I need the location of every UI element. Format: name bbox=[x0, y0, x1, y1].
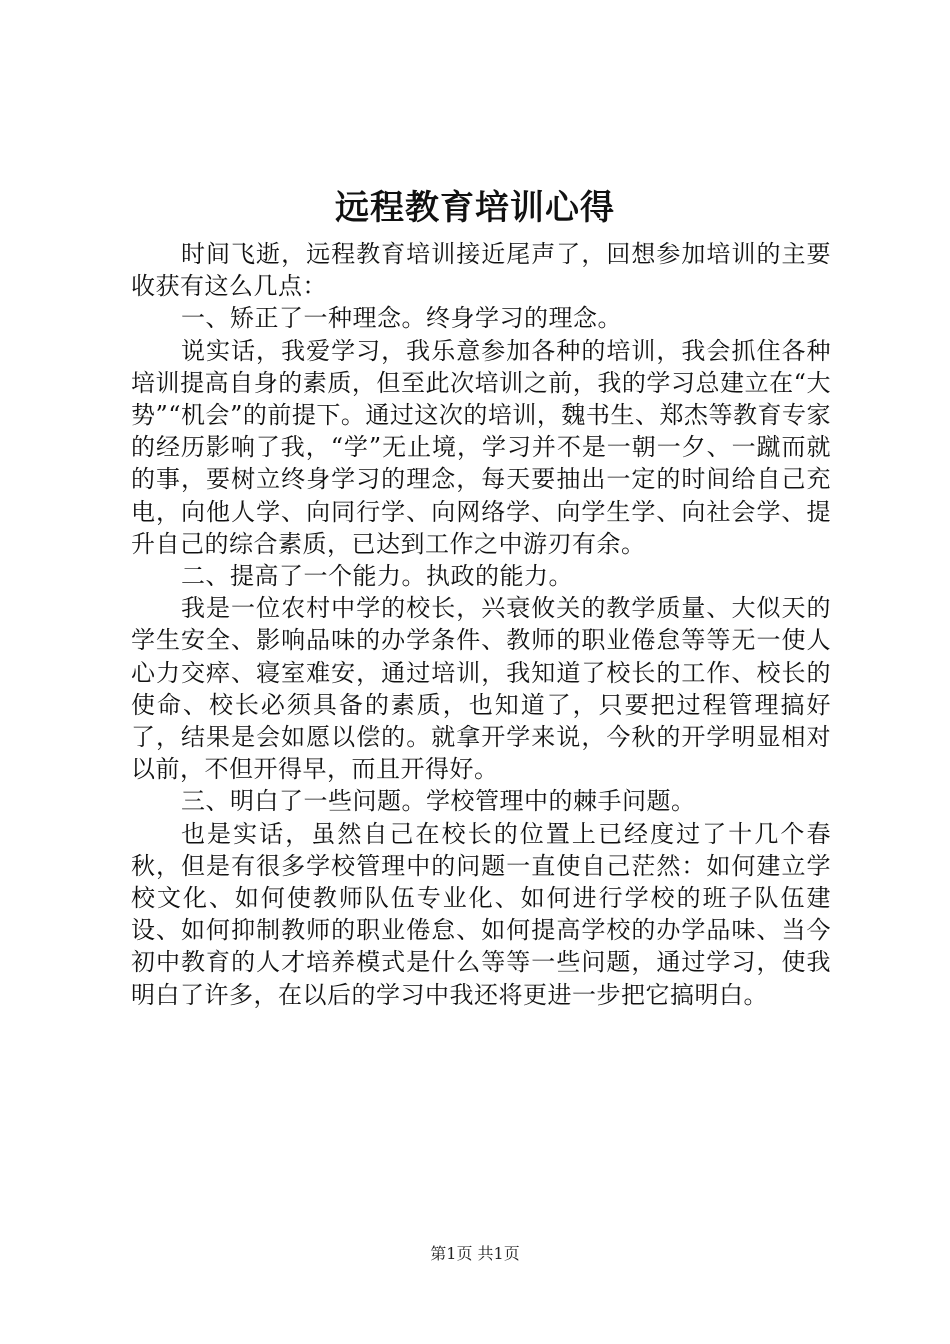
section-heading-3: 三、明白了一些问题。学校管理中的棘手问题。 bbox=[181, 787, 696, 816]
section-heading-2: 二、提高了一个能力。执政的能力。 bbox=[181, 562, 573, 591]
document-body bbox=[131, 238, 831, 1011]
document-title: 远程教育培训心得 bbox=[335, 188, 615, 228]
page-footer: 第1页 共1页 bbox=[430, 1244, 520, 1263]
section-paragraph-2: 我是一位农村中学的校长，兴衰攸关的教学质量、大似天的学生安全、影响品味的办学条件、教师的职业倦怠等等无一使人心力交瘁、寝室难安，通过培训，我知道了校长的工作、校长的使命、校长必须具备的素质，也知道了，只要把过程管理搞好了，结果是会如愿以偿的。就拿开学来说，今秋的开学明显相对以前，不但开得早，而且开得好。 bbox=[131, 594, 831, 784]
intro-paragraph: 时间飞逝，远程教育培训接近尾声了，回想参加培训的主要收获有这么几点： bbox=[131, 240, 831, 301]
section-heading-1: 一、矫正了一种理念。终身学习的理念。 bbox=[181, 304, 622, 333]
section-paragraph-1: 说实话，我爱学习，我乐意参加各种的培训，我会抓住各种培训提高自身的素质，但至此次培训之前，我的学习总建立在“大势”“机会”的前提下。通过这次的培训，魏书生、郑杰等教育专家的经历影响了我，“学”无止境，学习并不是一朝一夕、一蹴而就的事，要树立终身学习的理念，每天要抽出一定的时间给自己充电，向他人学、向同行学、向网络学、向学生学、向社会学、提升自己的综合素质，已达到工作之中游刃有余。 bbox=[131, 336, 831, 558]
section-paragraph-3: 也是实话，虽然自己在校长的位置上已经度过了十几个春秋，但是有很多学校管理中的问题一直使自己茫然：如何建立学校文化、如何使教师队伍专业化、如何进行学校的班子队伍建设、如何抑制教师的职业倦怠、如何提高学校的办学品味、当今初中教育的人才培养模式是什么等等一些问题，通过学习，使我明白了许多，在以后的学习中我还将更进一步把它搞明白。 bbox=[131, 819, 831, 1009]
